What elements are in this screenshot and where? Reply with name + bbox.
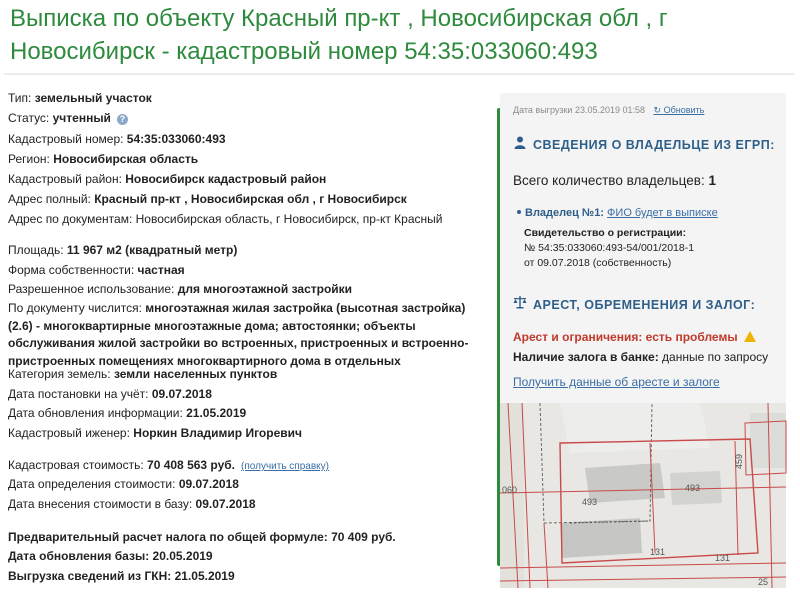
owners-heading-text: СВЕДЕНИЯ О ВЛАДЕЛЬЦЕ ИЗ ЕГРП:: [533, 138, 775, 152]
ownership-label: Форма собственности:: [8, 263, 135, 277]
address-full-value: Красный пр-кт , Новосибирская обл , г Новосибирск: [94, 192, 407, 206]
category-value: земли населенных пунктов: [113, 367, 278, 381]
owner-label: Владелец №1:: [525, 207, 604, 219]
registered-label: Дата постановки на учёт:: [8, 387, 149, 401]
map-parcel-label: 131: [650, 547, 666, 557]
ownership-value: частная: [137, 263, 185, 277]
get-arrest-data-link[interactable]: Получить данные об аресте и залоге: [513, 375, 720, 389]
refresh-button[interactable]: [654, 105, 705, 115]
cert-label: Свидетельство о регистрации:: [524, 227, 687, 239]
refresh-label: Обновить: [663, 105, 705, 115]
cadnum-label: Кадастровый номер:: [8, 132, 124, 146]
cadnum-row: [8, 131, 226, 147]
owners-heading: [513, 136, 775, 152]
owners-count: [513, 173, 716, 188]
district-value: Новосибирск кадастровый район: [125, 172, 327, 186]
address-full-label: Адрес полный:: [8, 192, 91, 206]
map-parcel-label: 25: [758, 577, 769, 587]
by-doc-label: По документу числится:: [8, 301, 142, 315]
area-label: Площадь:: [8, 243, 64, 257]
refresh-icon: ↻: [653, 105, 662, 115]
arrest-status: [513, 330, 756, 344]
updated-row: [8, 405, 246, 421]
category-row: [8, 366, 277, 382]
region-value: Новосибирская область: [53, 152, 199, 166]
permitted-label: Разрешенное использование:: [8, 282, 175, 296]
registered-value: 09.07.2018: [151, 387, 212, 401]
title-divider: [4, 73, 794, 75]
status-label: Статус:: [8, 111, 50, 125]
cost-entry-label: Дата внесения стоимости в базу:: [8, 497, 193, 511]
address-doc-value: Новосибирская область, г Новосибирск, пр-кт Красный: [135, 212, 443, 226]
district-label: Кадастровый район:: [8, 172, 122, 186]
address-doc-label: Адрес по документам:: [8, 212, 133, 226]
updated-label: Дата обновления информации:: [8, 406, 183, 420]
cost-date-row: [8, 476, 239, 492]
pledge-status: [513, 350, 768, 364]
cadnum-value: 54:35:033060:493: [126, 132, 226, 146]
cert-date: от 09.07.2018 (собственность): [524, 257, 672, 269]
status-value: учтенный: [52, 111, 111, 125]
type-value: земельный участок: [34, 91, 152, 105]
cost-label: Кадастровая стоимость:: [8, 458, 144, 472]
map-canvas: [500, 403, 786, 588]
get-certificate-link[interactable]: (получить справку): [241, 461, 329, 472]
cost-entry-row: [8, 496, 256, 512]
arrest-value: есть проблемы: [645, 330, 738, 344]
cost-value: 70 408 563 руб.: [147, 458, 236, 472]
arrest-label: Арест и ограничения:: [513, 330, 643, 344]
map-parcel-label: 493: [685, 483, 701, 493]
tax-row: [8, 529, 396, 545]
cost-date-value: 09.07.2018: [178, 477, 239, 491]
type-row: [8, 90, 152, 106]
category-label: Категория земель:: [8, 367, 111, 381]
map-parcel-label: 459: [734, 453, 744, 469]
by-doc-value: многоэтажная жилая застройка (высотная застройка) (2.6) - многоквартирные многоэтажные дома; автостоянки; объекты обслуживания жилой застройки во встроенных, пристроенных и встроенно-пристроенных помещениях многоквартирного дома в отдельных: [8, 301, 469, 368]
area-row: [8, 242, 237, 258]
by-doc-row: [8, 300, 478, 368]
permitted-value: для многоэтажной застройки: [177, 282, 353, 296]
tax-value: 70 409 руб.: [331, 530, 396, 544]
db-update-label: Дата обновления базы:: [8, 549, 150, 563]
status-row: [8, 110, 128, 126]
cost-date-label: Дата определения стоимости:: [8, 477, 176, 491]
address-full-row: [8, 191, 407, 207]
arrest-heading: [513, 295, 755, 312]
district-row: [8, 171, 326, 187]
info-icon[interactable]: ?: [117, 114, 128, 125]
ownership-row: [8, 262, 185, 278]
scales-icon: [513, 295, 527, 312]
cost-entry-value: 09.07.2018: [195, 497, 256, 511]
person-icon: [513, 136, 527, 152]
tax-label: Предварительный расчет налога по общей формуле:: [8, 530, 328, 544]
area-value: 11 967 м2 (квадратный метр): [66, 243, 238, 257]
owner-name-link[interactable]: ФИО будет в выписке: [607, 207, 718, 219]
cost-row: [8, 457, 329, 475]
permitted-row: [8, 281, 352, 297]
pledge-value: данные по запросу: [662, 350, 769, 364]
warning-icon: [744, 331, 756, 342]
gkn-row: [8, 568, 235, 584]
registered-row: [8, 386, 212, 402]
map-parcel-label: 493: [582, 497, 598, 507]
region-label: Регион:: [8, 152, 50, 166]
region-row: [8, 151, 198, 167]
updated-value: 21.05.2019: [186, 406, 247, 420]
arrest-heading-text: АРЕСТ, ОБРЕМЕНЕНИЯ И ЗАЛОГ:: [533, 298, 756, 312]
cert-number: № 54:35:033060:493-54/001/2018-1: [524, 242, 695, 254]
export-meta: [513, 105, 704, 116]
engineer-row: [8, 425, 302, 441]
owner-item: [517, 207, 718, 219]
map-parcel-label: 131: [715, 553, 731, 563]
cadastral-map[interactable]: [500, 403, 786, 588]
gkn-value: 21.05.2019: [174, 569, 235, 583]
page-title: Выписка по объекту Красный пр-кт , Новосибирская обл , г Новосибирск - кадастровый номер 54:35:033060:493: [10, 5, 668, 65]
bullet-icon: [517, 210, 521, 214]
pledge-label: Наличие залога в банке:: [513, 350, 659, 364]
engineer-value: Норкин Владимир Игоревич: [133, 426, 302, 440]
db-update-value: 20.05.2019: [152, 549, 213, 563]
owners-count-value: 1: [708, 173, 716, 188]
address-doc-row: [8, 211, 442, 227]
registration-certificate: [524, 226, 694, 271]
engineer-label: Кадастровый иженер:: [8, 426, 130, 440]
gkn-label: Выгрузка сведений из ГКН:: [8, 569, 172, 583]
type-label: Тип:: [8, 91, 32, 105]
export-date: Дата выгрузки 23.05.2019 01:58: [513, 105, 646, 115]
owner-panel: [500, 93, 786, 403]
map-parcel-label: 060: [502, 485, 518, 495]
owners-count-label: Всего количество владельцев:: [513, 173, 705, 188]
db-update-row: [8, 548, 213, 564]
